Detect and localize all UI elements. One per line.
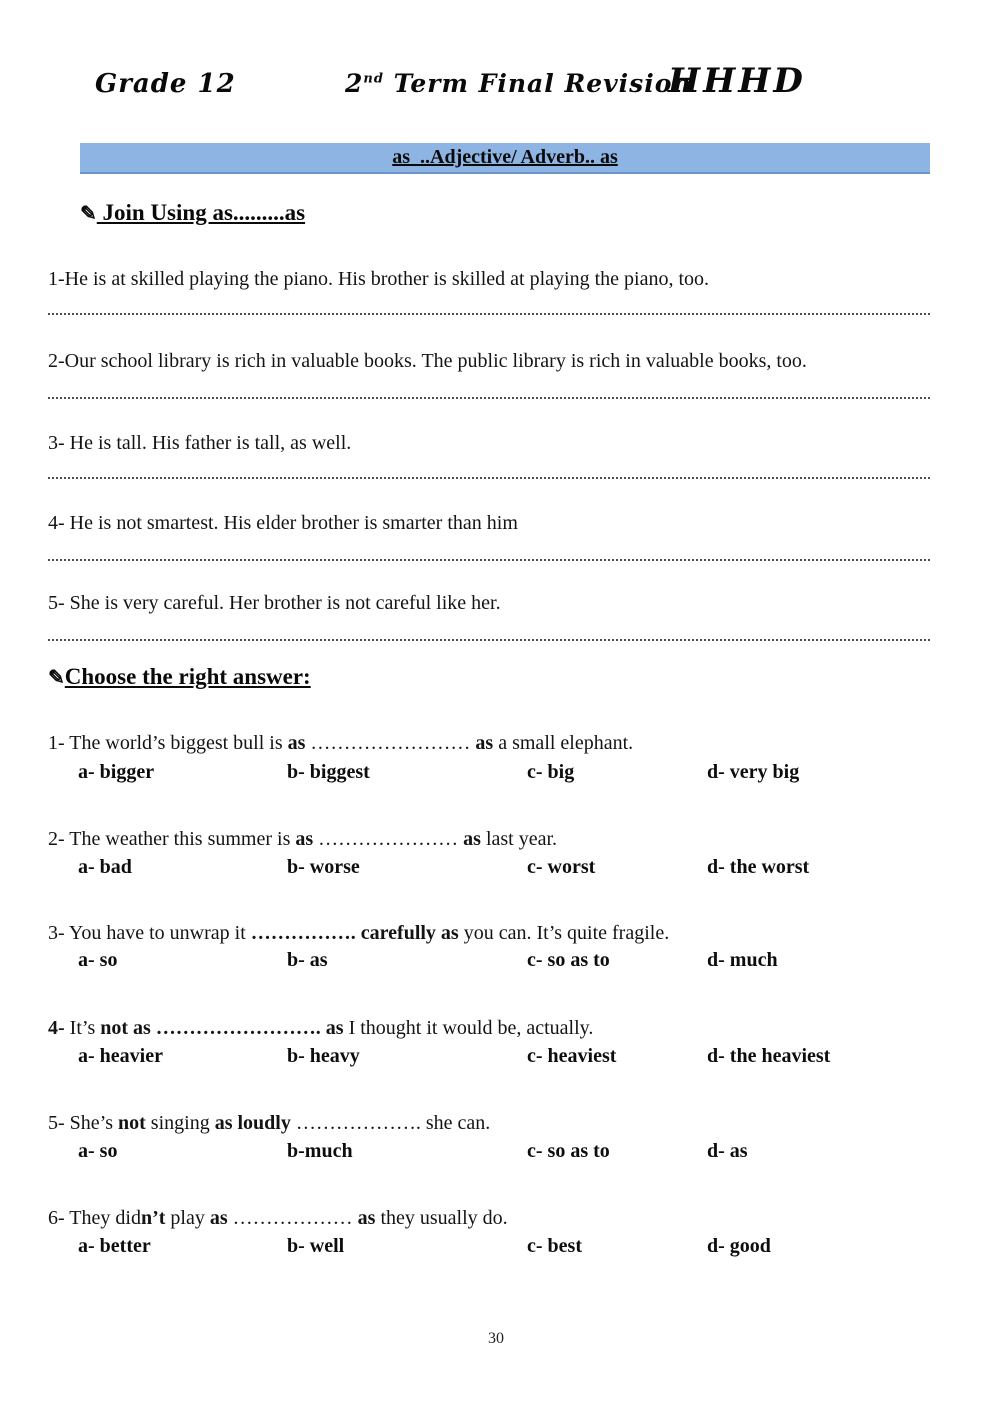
option-d: d- the worst [707,856,810,878]
choose-question-1: 1- The world’s biggest bull is as …………………… as a small elephant. [48,732,634,754]
term-text: Term Final Revision [383,69,692,98]
join-question-4: 4- He is not smartest. His elder brother is smarter than him [48,512,518,534]
topic-title: as ..Adjective/ Adverb.. as [392,146,618,168]
option-a: a- heavier [78,1045,163,1067]
option-d: d- the heaviest [707,1045,831,1067]
option-c: c- so as to [527,1140,610,1162]
term-ordinal: nd [363,71,384,87]
option-a: a- so [78,1140,118,1162]
answer-blank-line-1 [48,313,930,315]
choose-options-1 [48,761,952,784]
term-number: 2 [345,69,364,98]
topic-banner [80,143,930,174]
option-b: b- worse [287,856,360,878]
choose-options-4 [48,1045,952,1068]
join-question-3: 3- He is tall. His father is tall, as well. [48,432,352,454]
page-header [0,55,992,115]
section-choose-heading [48,664,311,690]
school-initials: HHHD [668,61,806,101]
choose-question-3: 3- You have to unwrap it ……………. carefully as you can. It’s quite fragile. [48,922,670,944]
option-c: c- big [527,761,575,783]
option-c: c- so as to [527,949,610,971]
join-question-5: 5- She is very careful. Her brother is not careful like her. [48,592,501,614]
answer-blank-line-5 [48,639,930,641]
option-a: a- better [78,1235,151,1257]
choose-question-2: 2- The weather this summer is as ………………… as last year. [48,828,558,850]
page-number: 30 [488,1330,504,1347]
section-choose-title: Choose the right answer: [64,664,311,689]
option-c: c- heaviest [527,1045,617,1067]
join-question-2: 2-Our school library is rich in valuable books. The public library is rich in valuable books, too. [48,350,807,372]
option-a: a- so [78,949,118,971]
option-c: c- worst [527,856,596,878]
answer-blank-line-4 [48,559,930,561]
choose-options-2 [48,856,952,879]
choose-options-6 [48,1235,952,1258]
option-d: d- very big [707,761,800,783]
option-b: b- well [287,1235,345,1257]
option-d: d- good [707,1235,771,1257]
option-b: b- biggest [287,761,370,783]
grade-label: Grade 12 [95,69,236,99]
pencil-icon: ✎ [48,667,65,689]
answer-blank-line-3 [48,477,930,479]
section-join-title: Join Using as.........as [96,200,306,225]
option-b: b- heavy [287,1045,360,1067]
section-join-heading [80,200,305,226]
choose-options-5 [48,1140,952,1163]
choose-question-5: 5- She’s not singing as loudly ………………. she can. [48,1112,491,1134]
answer-blank-line-2 [48,397,930,399]
pencil-icon: ✎ [80,203,97,225]
choose-options-3 [48,949,952,972]
choose-question-4: 4- It’s not as ……………………. as I thought it would be, actually. [48,1017,594,1039]
option-b: b-much [287,1140,353,1162]
choose-question-6: 6- They didn’t play as ……………… as they usually do. [48,1207,508,1229]
option-d: d- much [707,949,778,971]
option-a: a- bad [78,856,132,878]
join-question-1: 1-He is at skilled playing the piano. His brother is skilled at playing the piano, too. [48,268,709,290]
option-c: c- best [527,1235,582,1257]
option-d: d- as [707,1140,748,1162]
term-title [345,69,692,98]
option-a: a- bigger [78,761,155,783]
option-b: b- as [287,949,328,971]
